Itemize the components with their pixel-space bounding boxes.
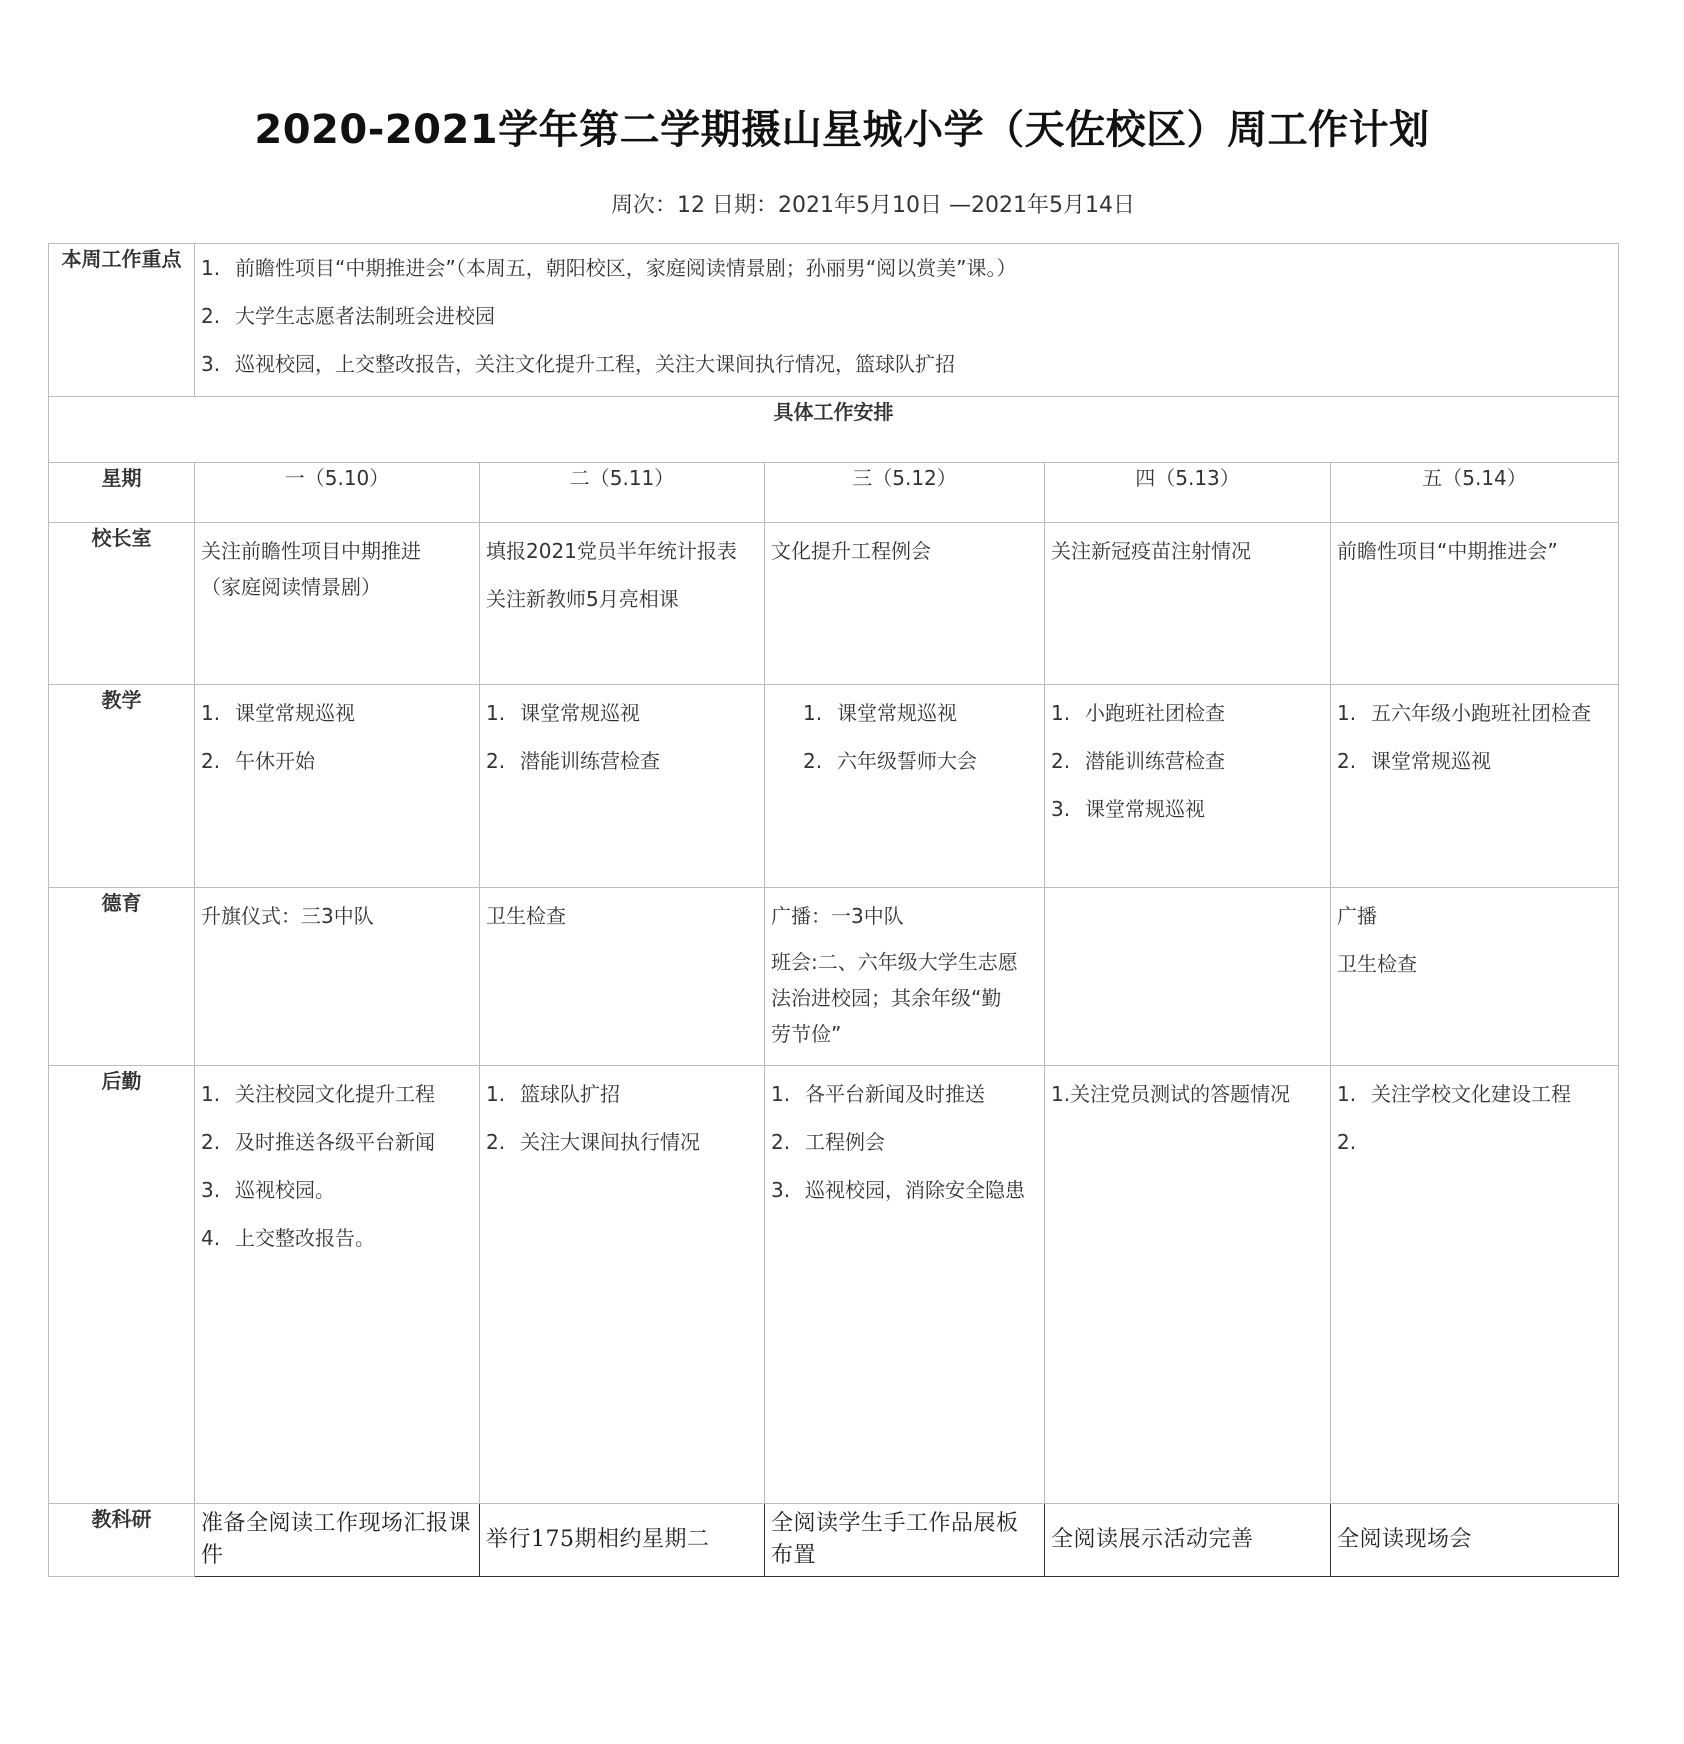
logistics-cell-fri xyxy=(1331,1066,1619,1504)
section-row xyxy=(49,397,1619,463)
moral-cell-tue: 卫生检查 xyxy=(480,888,765,1066)
list-item: 2. 潜能训练营检查 xyxy=(1051,749,1225,773)
section-title: 具体工作安排 xyxy=(49,397,1619,463)
moral-label: 德育 xyxy=(49,888,195,1066)
focus-cell xyxy=(195,244,1619,397)
teaching-cell-mon xyxy=(195,685,480,888)
week-date-info: 周次：12 日期：2021年5月10日 —2021年5月14日 xyxy=(611,193,1135,218)
research-cell-thu: 全阅读展示活动完善 xyxy=(1045,1504,1331,1577)
principal-row xyxy=(49,523,1619,685)
weekday-header-row xyxy=(49,463,1619,523)
moral-row xyxy=(49,888,1619,1066)
focus-label: 本周工作重点 xyxy=(49,244,195,397)
moral-cell-thu xyxy=(1045,888,1331,1066)
list-item: 1. 课堂常规巡视 xyxy=(486,701,640,725)
research-cell-tue: 举行175期相约星期二 xyxy=(480,1504,765,1577)
focus-item: 1. 前瞻性项目“中期推进会”（本周五，朝阳校区，家庭阅读情景剧；孙丽男“阅以赏美”课。） xyxy=(201,256,1017,280)
focus-item: 2. 大学生志愿者法制班会进校园 xyxy=(201,304,495,328)
list-item: 2. xyxy=(1337,1130,1357,1154)
logistics-cell-thu xyxy=(1045,1066,1331,1504)
weekday-label: 星期 xyxy=(49,463,195,523)
logistics-row xyxy=(49,1066,1619,1504)
list-item: 1. 课堂常规巡视 xyxy=(201,701,355,725)
research-label: 教科研 xyxy=(49,1504,195,1577)
day-header-fri: 五（5.14） xyxy=(1331,463,1619,523)
moral-cell-mon: 升旗仪式：三3中队 xyxy=(195,888,480,1066)
list-item: 1.关注党员测试的答题情况 xyxy=(1051,1082,1291,1106)
focus-item: 3. 巡视校园，上交整改报告，关注文化提升工程，关注大课间执行情况，篮球队扩招 xyxy=(201,352,955,376)
principal-cell-thu: 关注新冠疫苗注射情况 xyxy=(1045,523,1331,685)
list-item: 1. 小跑班社团检查 xyxy=(1051,701,1225,725)
list-item: 1. 各平台新闻及时推送 xyxy=(771,1082,985,1106)
list-item: 3. 巡视校园。 xyxy=(201,1178,335,1202)
page-title: 2020-2021学年第二学期摄山星城小学（天佐校区）周工作计划 xyxy=(254,107,1430,153)
research-cell-fri: 全阅读现场会 xyxy=(1331,1504,1619,1577)
list-item: 1. 课堂常规巡视 xyxy=(803,701,957,725)
list-item: 2. 潜能训练营检查 xyxy=(486,749,660,773)
principal-cell-tue: 填报2021党员半年统计报表 关注新教师5月亮相课 xyxy=(480,523,765,685)
list-item: 2. 关注大课间执行情况 xyxy=(486,1130,700,1154)
teaching-row xyxy=(49,685,1619,888)
list-item: 4. 上交整改报告。 xyxy=(201,1226,375,1250)
teaching-cell-wed xyxy=(765,685,1045,888)
day-header-wed: 三（5.12） xyxy=(765,463,1045,523)
teaching-label: 教学 xyxy=(49,685,195,888)
logistics-cell-mon xyxy=(195,1066,480,1504)
list-item: 1. 五六年级小跑班社团检查 xyxy=(1337,701,1591,725)
moral-cell-fri: 广播 卫生检查 xyxy=(1331,888,1619,1066)
principal-cell-fri: 前瞻性项目“中期推进会” xyxy=(1331,523,1619,685)
logistics-cell-wed xyxy=(765,1066,1045,1504)
list-item: 1. 关注学校文化建设工程 xyxy=(1337,1082,1571,1106)
weekly-plan-table xyxy=(48,243,1619,1577)
research-cell-mon: 准备全阅读工作现场汇报课件 xyxy=(195,1504,480,1577)
list-item: 2. 课堂常规巡视 xyxy=(1337,749,1491,773)
list-item: 3. 课堂常规巡视 xyxy=(1051,797,1205,821)
research-cell-wed: 全阅读学生手工作品展板布置 xyxy=(765,1504,1045,1577)
list-item: 2. 六年级誓师大会 xyxy=(803,749,977,773)
logistics-label: 后勤 xyxy=(49,1066,195,1504)
teaching-cell-thu xyxy=(1045,685,1331,888)
teaching-cell-fri xyxy=(1331,685,1619,888)
principal-label: 校长室 xyxy=(49,523,195,685)
logistics-cell-tue xyxy=(480,1066,765,1504)
list-item: 1. 关注校园文化提升工程 xyxy=(201,1082,435,1106)
research-row xyxy=(49,1504,1619,1577)
teaching-cell-tue xyxy=(480,685,765,888)
day-header-thu: 四（5.13） xyxy=(1045,463,1331,523)
list-item: 3. 巡视校园，消除安全隐患 xyxy=(771,1178,1025,1202)
focus-row xyxy=(49,244,1619,397)
list-item: 2. 工程例会 xyxy=(771,1130,885,1154)
list-item: 2. 及时推送各级平台新闻 xyxy=(201,1130,435,1154)
principal-cell-wed: 文化提升工程例会 xyxy=(765,523,1045,685)
day-header-mon: 一（5.10） xyxy=(195,463,480,523)
principal-cell-mon: 关注前瞻性项目中期推进 （家庭阅读情景剧） xyxy=(195,523,480,685)
moral-cell-wed: 广播：一3中队 班会:二、六年级大学生志愿 法治进校园；其余年级“勤 劳节俭” xyxy=(765,888,1045,1066)
list-item: 1. 篮球队扩招 xyxy=(486,1082,620,1106)
list-item: 2. 午休开始 xyxy=(201,749,315,773)
day-header-tue: 二（5.11） xyxy=(480,463,765,523)
